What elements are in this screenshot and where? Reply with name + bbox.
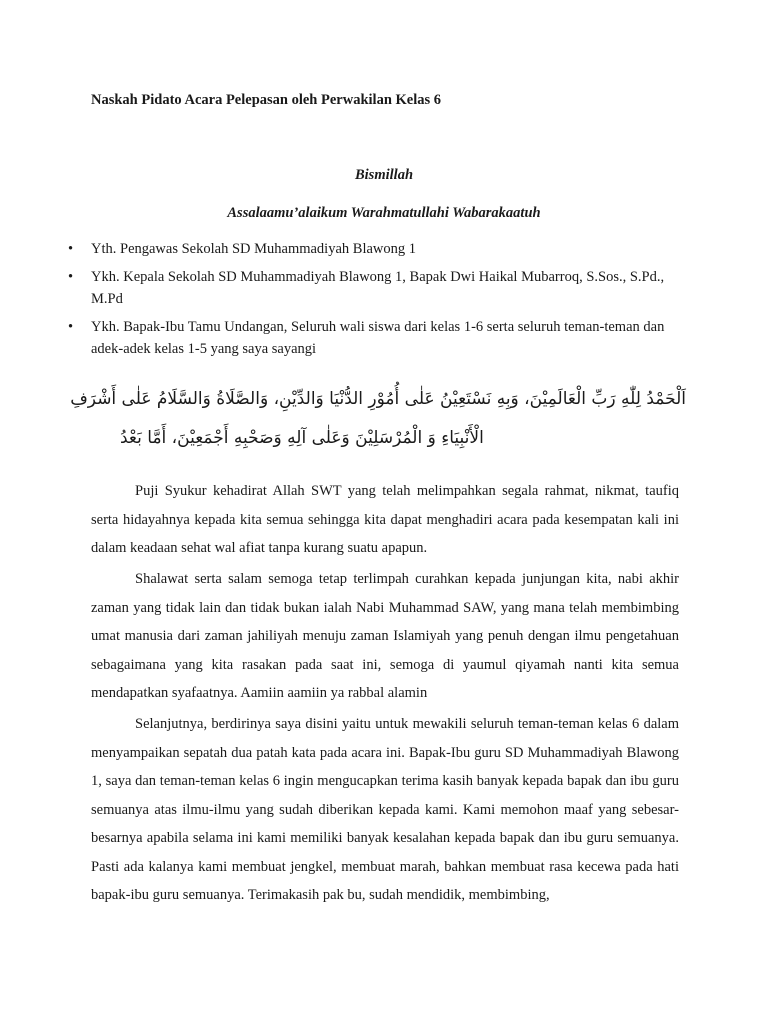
list-item-text: Yth. Pengawas Sekolah SD Muhammadiyah Blawong 1 bbox=[91, 241, 417, 257]
list-item bbox=[62, 266, 682, 311]
bullet-icon: • bbox=[68, 268, 74, 285]
salutation-list bbox=[62, 238, 682, 366]
list-item-text: Ykh. Bapak-Ibu Tamu Undangan, Seluruh wali siswa dari kelas 1-6 serta seluruh teman-teman dan adek-adek kelas 1-5 yang saya sayangi bbox=[91, 318, 665, 357]
bullet-icon: • bbox=[68, 318, 74, 335]
arabic-prayer-line-1: اَلْحَمْدُ لِلّٰهِ رَبِّ الْعَالَمِيْنَ، وَبِهِ نَسْتَعِيْنُ عَلٰى أُمُوْرِ الدُّنْيَا وَالدِّيْنِ، وَالصَّلَاةُ وَالسَّلَامُ عَلٰى أَشْرَفِ bbox=[70, 389, 686, 409]
list-item bbox=[62, 316, 682, 361]
paragraph-gratitude: Puji Syukur kehadirat Allah SWT yang telah melimpahkan segala rahmat, nikmat, taufiq serta hidayahnya kepada kita semua sehingga kita dapat menghadiri acara pada kesempatan kali ini dalam keadaan sehat wal afiat tanpa kurang suatu apapun. bbox=[91, 483, 679, 556]
paragraph-main-speech: Selanjutnya, berdirinya saya disini yaitu untuk mewakili seluruh teman-teman kelas 6 dalam menyampaikan sepatah dua patah kata pada acara ini. Bapak-Ibu guru SD Muhammadiyah Blawong 1, saya dan teman-teman kelas 6 ingin mengucapkan terima kasih banyak kepada bapak dan ibu guru semuanya atas ilmu-ilmu yang sudah diberikan kepada kami. Kami memohon maaf yang sebesar-besarnya apabila selama ini kami memiliki banyak kesalahan kepada bapak dan ibu guru semuanya. Pasti ada kalanya kami membuat jengkel, membuat marah, bahkan membuat rasa kecewa pada hati bapak-ibu guru semuanya. Terimakasih pak bu, sudah mendidik, membimbing, bbox=[91, 716, 679, 903]
list-item-text: Ykh. Kepala Sekolah SD Muhammadiyah Blawong 1, Bapak Dwi Haikal Mubarroq, S.Sos., S.Pd., M.Pd bbox=[91, 268, 665, 307]
list-item bbox=[62, 238, 682, 261]
bullet-icon: • bbox=[68, 241, 74, 257]
arabic-prayer-line-2: الْأَنْبِيَاءِ وَ الْمُرْسَلِيْنَ وَعَلٰى آلِهِ وَصَحْبِهِ أَجْمَعِيْنَ، أَمَّا بَعْدُ bbox=[120, 428, 484, 448]
opening-bismillah: Bismillah bbox=[354, 167, 414, 183]
document-title: Naskah Pidato Acara Pelepasan oleh Perwakilan Kelas 6 bbox=[91, 92, 442, 108]
greeting-salam: Assalaamu’alaikum Warahmatullahi Wabarakaatuh bbox=[227, 205, 541, 221]
paragraph-shalawat: Shalawat serta salam semoga tetap terlimpah curahkan kepada junjungan kita, nabi akhir zaman yang tidak lain dan tidak bukan ialah Nabi Muhammad SAW, yang mana telah membimbing umat manusia dari zaman jahiliyah menuju zaman Islamiyah yang penuh dengan ilmu pengetahuan sebagaimana yang kita rasakan pada saat ini, semoga di yaumul qiyamah nanti kita semua mendapatkan syafaatnya. Aamiin aamiin ya rabbal alamin bbox=[91, 571, 679, 701]
